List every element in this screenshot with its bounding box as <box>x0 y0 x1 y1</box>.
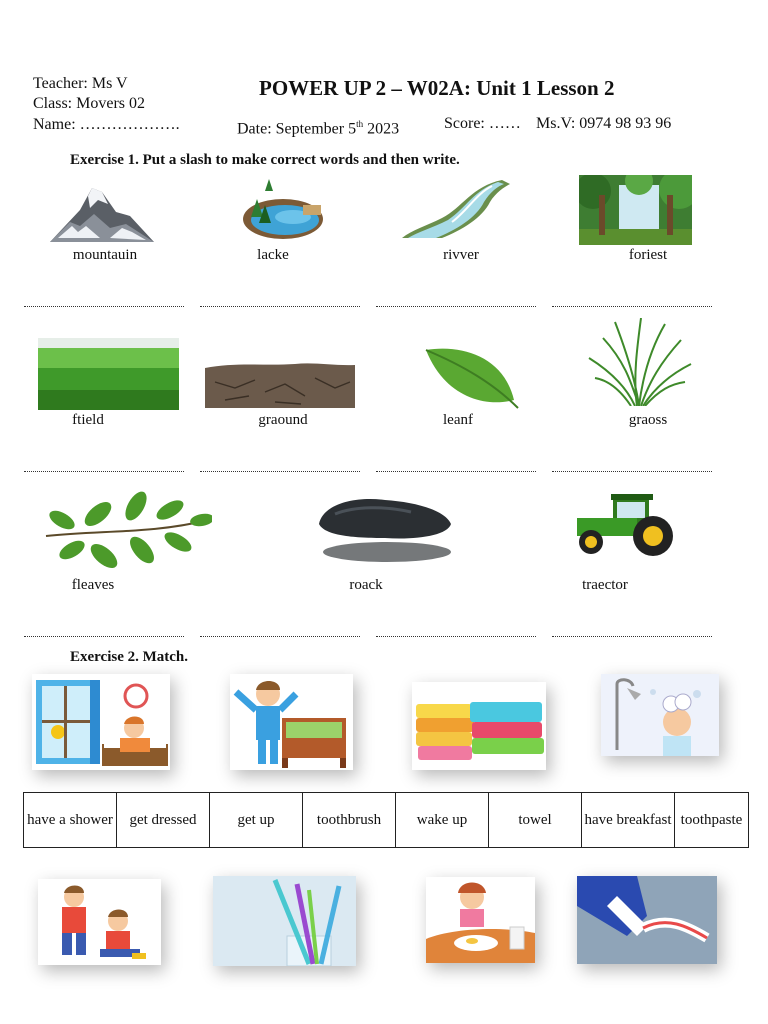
date-label: Date: September 5th 2023 <box>237 119 400 138</box>
option-cell[interactable]: wake up <box>396 793 489 848</box>
lake-image <box>243 177 323 239</box>
rock-image <box>315 494 455 566</box>
score-label: Score: …… <box>444 115 521 132</box>
exercise2-instruction: Exercise 2. Match. <box>70 649 189 665</box>
answer-line[interactable] <box>376 306 536 307</box>
breakfast-image[interactable] <box>426 877 535 963</box>
answer-line[interactable] <box>552 471 712 472</box>
answer-line[interactable] <box>200 471 360 472</box>
answer-line[interactable] <box>552 636 712 637</box>
name-field: Name: ………………. <box>33 116 180 133</box>
option-cell[interactable]: get dressed <box>117 793 210 848</box>
table-row <box>24 793 749 848</box>
option-cell[interactable]: toothbrush <box>303 793 396 848</box>
answer-line[interactable] <box>200 636 360 637</box>
river-image <box>402 178 510 240</box>
get-dressed-image[interactable] <box>38 879 161 965</box>
answer-line[interactable] <box>376 636 536 637</box>
mountain-image <box>50 182 154 244</box>
toothbrush-image[interactable] <box>213 876 356 966</box>
word-8: graoss <box>628 412 668 428</box>
word-5: ftield <box>72 412 104 428</box>
shower-image[interactable] <box>601 674 719 756</box>
word-11: traector <box>582 577 628 593</box>
option-cell[interactable]: toothpaste <box>675 793 749 848</box>
page-title: POWER UP 2 – W02A: Unit 1 Lesson 2 <box>259 76 615 100</box>
contact-label: Ms.V: 0974 98 93 96 <box>536 115 672 132</box>
option-cell[interactable]: get up <box>210 793 303 848</box>
answer-line[interactable] <box>24 471 184 472</box>
match-options-table <box>23 792 749 848</box>
word-9: fleaves <box>71 577 115 593</box>
ground-image <box>205 362 355 408</box>
option-cell[interactable]: have breakfast <box>582 793 675 848</box>
option-cell[interactable]: towel <box>489 793 582 848</box>
word-3: rivver <box>443 247 479 263</box>
leaf-image <box>424 344 520 410</box>
get-up-image[interactable] <box>230 674 353 770</box>
exercise1-instruction: Exercise 1. Put a slash to make correct words and then write. <box>70 152 460 168</box>
answer-line[interactable] <box>24 636 184 637</box>
word-2: lacke <box>257 247 289 263</box>
towel-image[interactable] <box>412 682 546 770</box>
leaves-image <box>42 490 212 572</box>
word-10: roack <box>349 577 383 593</box>
answer-line[interactable] <box>376 471 536 472</box>
toothpaste-image[interactable] <box>577 876 717 964</box>
word-4: foriest <box>628 247 668 263</box>
word-7: leanf <box>443 412 473 428</box>
grass-image <box>585 318 693 406</box>
answer-line[interactable] <box>200 306 360 307</box>
word-6: graound <box>258 412 308 428</box>
answer-line[interactable] <box>552 306 712 307</box>
option-cell[interactable]: have a shower <box>24 793 117 848</box>
field-image <box>38 338 179 410</box>
word-1: mountauin <box>72 247 138 263</box>
class-label: Class: Movers 02 <box>33 95 145 112</box>
answer-line[interactable] <box>24 306 184 307</box>
teacher-label: Teacher: Ms V <box>33 75 128 92</box>
wake-up-image[interactable] <box>32 674 170 770</box>
forest-image <box>579 175 692 245</box>
tractor-image <box>573 490 675 558</box>
